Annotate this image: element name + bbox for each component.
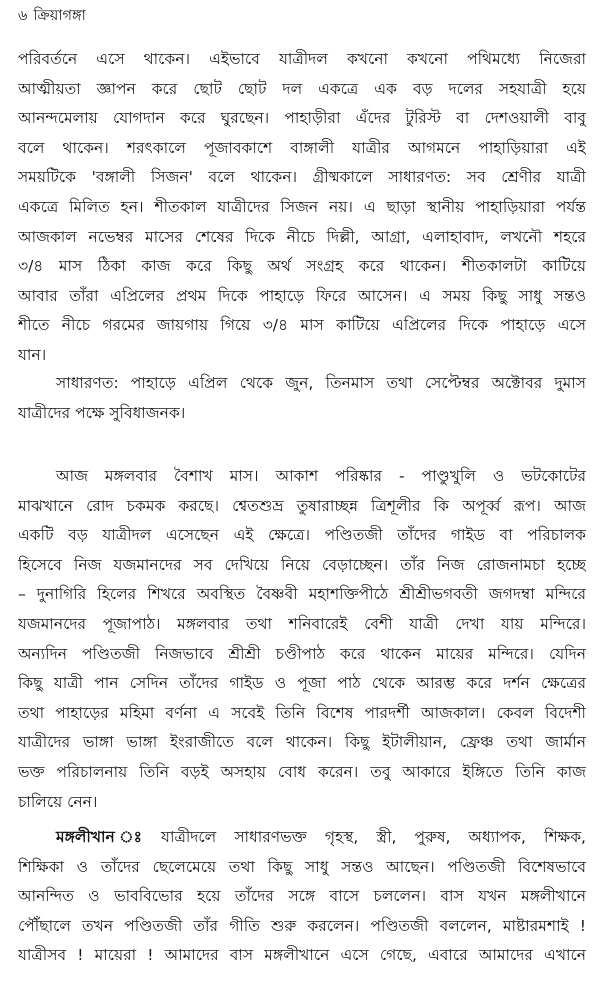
text-line: কিছু যাত্রী পান সেদিন তাঁদের গাইড ও পূজা পাঠ থেকে আরম্ভ করে দর্শন ক্ষেত্রের (18, 674, 586, 693)
text-line: আবার তাঁরা এপ্রিলের প্রথম দিকে পাহাড়ে ফিরে আসেন। এ সময় কিছু সাধু সন্তও (18, 286, 586, 305)
text-run: যাত্রীদলে সাধারণভক্ত গৃহস্থ, স্ত্রী, পুরুষ, অধ্যাপক, শিক্ষক, (161, 828, 586, 846)
text-line: যান। (18, 345, 47, 364)
text-line: একত্রে মিলিত হন। শীতকাল যাত্রীদের সিজন নয়। এ ছাড়া স্থানীয় পাহাড়িয়ারা পর্যন্ত (18, 197, 586, 216)
page-number: ৬ (18, 8, 28, 24)
text-line: একটি বড় যাত্রীদল এসেছেন এই ক্ষেত্রে। পণ্ডিতজী তাঁদের গাইড বা পরিচালক (18, 526, 586, 545)
text-line (18, 823, 586, 853)
text-line: আত্মীয়তা জ্ঞাপন করে ছোট ছোট দল একত্রে এক বড় দলের সহযাত্রী হয়ে (18, 79, 586, 98)
text-line: যাত্রীদের ভাঙ্গা ভাঙ্গা ইংরাজীতে বলে থাকেন। কিছু ইটালীয়ান, ফ্রেঞ্চ তথা জার্মান (18, 733, 586, 752)
text-line: সাধারণত: পাহাড়ে এপ্রিল থেকে জুন, তিনমাস তথা সেপ্টেম্বর অক্টোবর দুমাস (56, 374, 586, 392)
text-line: তথা পাহাড়ের মহিমা বর্ণনা এ সবেই তিনি বিশেষ পারদর্শী আজকাল। কেবল বিদেশী (18, 703, 586, 722)
text-line: চালিয়ে নেন। (18, 792, 98, 811)
text-line: যাত্রীদের পক্ষে সুবিধাজনক। (18, 403, 186, 422)
text-line: হিসেবে নিজ যজমানদের সব দেখিয়ে নিয়ে বেড়াচ্ছেন। তাঁর নিজ রোজনামচা হচ্ছে (18, 555, 586, 574)
text-line: – দুনাগিরি হিলের শিখরে অবস্থিত বৈষ্ণবী মহাশক্তিপীঠে শ্রীশ্রীভগবতী জগদম্বা মন্দিরে (18, 585, 586, 604)
text-line: সময়টিকে 'বঙ্গালী সিজন' বলে থাকেন। গ্রীষ্মকালে সাধারণত: সব শ্রেণীর যাত্রী (18, 168, 586, 187)
running-title: ক্রিয়াগঙ্গা (33, 8, 86, 24)
text-line: আজকাল নভেম্বর মাসের শেষের দিকে নীচে দিল্লী, আগ্রা, এলাহাবাদ, লখনৌ শহরে (18, 227, 586, 246)
text-line: যজমানদের পূজাপাঠ। মঙ্গলবার তথা শনিবারেই বেশী যাত্রী দেখা যায় মন্দিরে। (18, 614, 586, 633)
paragraph (18, 462, 586, 817)
text-line: অন্যদিন পণ্ডিতজী নিজভাবে শ্রীশ্রী চণ্ডীপাঠ করে থাকেন মায়ের মন্দিরে। যেদিন (18, 644, 586, 663)
section-heading: মঙ্গলীখান ঃ (56, 828, 156, 846)
page-header (18, 6, 86, 26)
text-line: ৩/৪ মাস ঠিকা কাজ করে কিছু অর্থ সংগ্রহ করে থাকেন। শীতকালটা কাটিয়ে (18, 257, 586, 276)
text-line: পৌঁছালে তখন পণ্ডিতজী তাঁর গীতি শুরু করলেন। পণ্ডিতজী বললেন, মাষ্টারমশাই ! (18, 916, 586, 935)
text-line: আনন্দমেলায় যোগদান করে ঘুরছেন। পাহাড়ীরা এঁদের টুরিস্ট বা দেশওয়ালী বাবু (18, 109, 586, 128)
paragraph (18, 823, 586, 971)
paragraph (18, 369, 586, 428)
paragraph (18, 45, 586, 371)
text-line: বলে থাকেন। শরৎকালে পূজাবকাশে বাঙ্গালী যাত্রীর আগমনে পাহাড়িয়ারা এই (18, 138, 586, 157)
text-line: মাঝখানে রোদ চকমক করছে। শ্বেতশুভ্র তুষারাচ্ছন্ন ত্রিশূলীর কি অপূর্ব্ব রূপ। আজ (18, 496, 586, 515)
text-line: শীতে নীচে গরমের জায়গায় গিয়ে ৩/৪ মাস কাটিয়ে এপ্রিলের দিকে পাহাড়ে এসে (18, 316, 586, 335)
text-line: যাত্রীসব ! মায়েরা ! আমাদের বাস মঙ্গলীখানে এসে গেছে, এবারে আমাদের এখানে (18, 946, 586, 965)
text-line: আনন্দিত ও ভাববিভোর হয়ে তাঁদের সঙ্গে বাসে চললেন। বাস যখন মঙ্গলীখানে (18, 887, 586, 906)
text-line: আজ মঙ্গলবার বৈশাখ মাস। আকাশ পরিষ্কার - পাণ্ডুখুলি ও ভটকোটের (56, 467, 586, 485)
text-line: পরিবর্তনে এসে থাকেন। এইভাবে যাত্রীদল কখনো কখনো পথিমধ্যে নিজেরা (18, 50, 586, 68)
text-line: শিক্ষিকা ও তাঁদের ছেলেমেয়ে তথা কিছু সাধু সন্তও আছেন। পণ্ডিতজী বিশেষভাবে (18, 857, 586, 876)
text-line: ভক্ত পরিচালনায় তিনি বড়ই অসহায় বোধ করেন। তবু আকারে ইঙ্গিতে তিনি কাজ (18, 762, 586, 781)
